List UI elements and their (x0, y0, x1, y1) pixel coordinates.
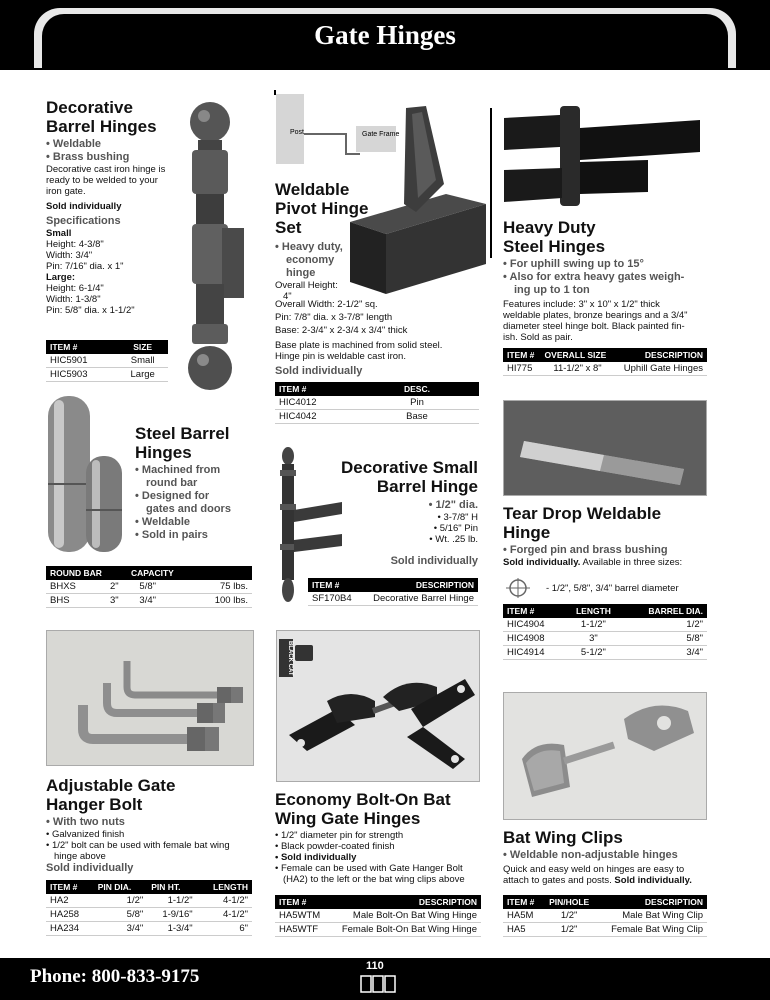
bat-wing-clips-table (503, 895, 707, 937)
feature-bullet: gates and doors (146, 503, 231, 515)
capacity-header: CAPACITY (131, 568, 174, 578)
table-cell: 3" (564, 632, 622, 646)
table-cell: Pin (355, 396, 479, 410)
spec-heading: Specifications (46, 215, 121, 227)
table-row (308, 592, 478, 606)
table-cell: 5/8" (622, 632, 707, 646)
table-cell: 5/8" (135, 580, 179, 594)
table-cell: 1/2" (94, 894, 148, 908)
description: Decorative cast iron hinge is ready to be welded to your iron gate. (46, 164, 166, 197)
section-title: Steel Hinges (503, 237, 606, 256)
table-header-cell: SIZE (117, 340, 168, 354)
spec-line: Height: 6-1/4" (46, 283, 104, 294)
barrel-hinge-table (46, 340, 168, 382)
spec-line: Width: 1-3/8" (46, 294, 101, 305)
section-title: Heavy Duty (503, 218, 596, 237)
table-header-cell: PIN/HOLE (542, 895, 596, 909)
description: ish. Sold as pair. (503, 332, 573, 343)
anvil-icon (295, 645, 313, 661)
table-cell: 75 lbs. (179, 580, 252, 594)
table-header-cell: ITEM # (503, 604, 564, 618)
table-cell: 11-1/2" x 8" (541, 362, 615, 376)
sizes-note: Available in three sizes: (580, 557, 683, 568)
feature-bullet: round bar (146, 477, 198, 489)
table-cell: HIC4904 (503, 618, 564, 632)
table-row (503, 362, 707, 376)
table-cell: 4-1/2" (197, 894, 252, 908)
bat-wing-clips-section (503, 828, 713, 886)
feature-line: • Female can be used with Gate Hanger Bolt (275, 863, 463, 874)
feature-bullet: economy (286, 254, 335, 266)
table-cell: HIC4914 (503, 646, 564, 660)
table-cell: Female Bolt-On Bat Wing Hinge (328, 923, 481, 937)
section-title: Wing Gate Hinges (275, 809, 421, 828)
table-row (275, 909, 481, 923)
table-header-cell: ITEM # (46, 880, 94, 894)
table-cell: 1-9/16" (147, 908, 196, 922)
table-row (46, 368, 168, 382)
table-cell: HA234 (46, 922, 94, 936)
barrel-diameter-note: - 1/2", 5/8", 3/4" barrel diameter (546, 583, 679, 594)
spec-line: Pin: 5/8" dia. x 1-1/2" (46, 305, 135, 316)
table-cell: 1-3/4" (147, 922, 196, 936)
spec-line: 4" (283, 291, 292, 302)
table-cell: 1/2" (622, 618, 707, 632)
table-header-cell: PIN HT. (147, 880, 196, 894)
tear-drop-hinge-image (503, 400, 707, 496)
description: diameter steel hinge bolt. Black painted fin- (503, 321, 685, 332)
spec-line: • Wt. .25 lb. (429, 534, 478, 545)
table-cell: HIC5901 (46, 354, 117, 368)
description: Hinge pin is weldable cast iron. (275, 351, 406, 362)
feature-bullet: • Weldable (135, 516, 190, 528)
column-divider (490, 108, 492, 258)
hanger-bolt-image (46, 630, 254, 766)
table-cell: Large (117, 368, 168, 382)
section-title: Bat Wing Clips (503, 828, 623, 847)
feature-bullet: • Weldable (46, 138, 101, 150)
table-header-cell: ITEM # (503, 895, 542, 909)
spec-line: Overall Height: (275, 280, 338, 291)
spec-label: Large: (46, 272, 76, 283)
section-title: Decorative (46, 98, 133, 117)
table-header-cell: ITEM # (503, 348, 541, 362)
heavy-duty-hinge-image (500, 100, 710, 220)
table-header-cell: ROUND BAR (46, 566, 252, 580)
description: Quick and easy weld on hinges are easy to (503, 864, 685, 875)
feature-line: hinge above (54, 851, 106, 862)
table-row (503, 646, 707, 660)
feature-line: • Sold individually (275, 852, 357, 863)
table-row (46, 594, 252, 608)
feature-line: • 1/2" diameter pin for strength (275, 830, 404, 841)
bat-wing-table (275, 895, 481, 937)
spec-label: Small (46, 228, 72, 239)
table-header-cell: OVERALL SIZE (541, 348, 615, 362)
table-row (275, 923, 481, 937)
section-title: Hanger Bolt (46, 795, 143, 814)
sold-note: Sold individually (390, 555, 478, 567)
gate-frame-label: Gate Frame (362, 131, 400, 138)
table-cell: 3/4" (622, 646, 707, 660)
table-cell: 5-1/2" (564, 646, 622, 660)
feature-bullet: • Brass bushing (46, 151, 130, 163)
hanger-bolt-section (46, 776, 256, 875)
post-label: Post (290, 129, 305, 136)
table-cell: 1/2" (542, 909, 596, 923)
section-title: Barrel Hinges (46, 117, 157, 136)
sold-note: Sold individually. (611, 875, 692, 886)
table-cell: HA258 (46, 908, 94, 922)
table-row (275, 410, 479, 424)
feature-bullet: • Weldable non-adjustable hinges (503, 849, 678, 861)
spec-line: Base: 2-3/4" x 2-3/4 x 3/4" thick (275, 325, 408, 336)
bat-wing-hinge-image (276, 630, 480, 782)
table-row (503, 618, 707, 632)
table-row (503, 632, 707, 646)
description: Features include: 3" x 10" x 1/2" thick (503, 299, 660, 310)
spec-line: Pin: 7/8" dia. x 3-7/8" length (275, 312, 393, 323)
table-cell: Female Bat Wing Clip (596, 923, 707, 937)
feature-line: (HA2) to the left or the bat wing clips above (283, 874, 465, 885)
table-header-cell: DESCRIPTION (614, 348, 707, 362)
table-cell: HI775 (503, 362, 541, 376)
description: attach to gates and posts. (503, 875, 612, 886)
table-cell: Uphill Gate Hinges (614, 362, 707, 376)
section-title: Tear Drop Weldable (503, 504, 662, 523)
section-title: Hinges (135, 443, 192, 462)
table-cell: Decorative Barrel Hinge (360, 592, 478, 606)
description: weldable plates, bronze bearings and a 3/4" (503, 310, 688, 321)
feature-bullet: • Designed for (135, 490, 210, 502)
table-cell: HIC4042 (275, 410, 355, 424)
table-cell: HIC5903 (46, 368, 117, 382)
section-title: Adjustable Gate (46, 776, 176, 795)
table-cell: SF170B4 (308, 592, 360, 606)
table-cell: 5/8" (94, 908, 148, 922)
table-header-cell: ITEM # (308, 578, 360, 592)
spec-line: Width: 3/4" (46, 250, 93, 261)
section-title: Steel Barrel (135, 424, 230, 443)
table-row (275, 396, 479, 410)
feature-bullet: • For uphill swing up to 15° (503, 258, 644, 270)
table-cell: Small (117, 354, 168, 368)
table-row (46, 580, 252, 594)
table-header-cell: ITEM # (46, 340, 117, 354)
steel-barrel-section (135, 424, 265, 542)
small-barrel-section (310, 458, 478, 568)
table-cell: 1-1/2" (147, 894, 196, 908)
table-header-cell: ITEM # (275, 382, 355, 396)
pivot-hinge-title (275, 180, 395, 302)
table-cell: HA5M (503, 909, 542, 923)
feature-line: • Black powder-coated finish (275, 841, 395, 852)
section-title: Pivot Hinge (275, 199, 369, 218)
table-header-cell: DESCRIPTION (596, 895, 707, 909)
table-header-cell: DESCRIPTION (328, 895, 481, 909)
table-header-cell: ITEM # (275, 895, 328, 909)
feature-line: • 1/2" bolt can be used with female bat wing (46, 840, 230, 851)
table-row (503, 923, 707, 937)
feature-bullet: • Forged pin and brass bushing (503, 544, 668, 556)
heavy-duty-table (503, 348, 707, 376)
feature-bullet: • Machined from (135, 464, 221, 476)
logo-icon (360, 975, 396, 993)
section-title: Hinge (503, 523, 551, 542)
small-barrel-table (308, 578, 478, 606)
barrel-diameter-icon (506, 578, 538, 598)
table-cell: 2" (106, 580, 135, 594)
black-cat-badge: BLACK CAT (279, 639, 293, 677)
section-title: Weldable (275, 180, 350, 199)
table-header-cell: LENGTH (564, 604, 622, 618)
feature-bullet: • Heavy duty, (275, 241, 343, 253)
table-cell: 4-1/2" (197, 908, 252, 922)
table-cell: HA2 (46, 894, 94, 908)
table-cell: HIC4012 (275, 396, 355, 410)
feature-bullet: hinge (286, 267, 316, 279)
header-tab (34, 8, 736, 68)
table-cell: Male Bolt-On Bat Wing Hinge (328, 909, 481, 923)
table-cell: 1/2" (542, 923, 596, 937)
table-cell: BHS (46, 594, 106, 608)
table-cell: 3/4" (94, 922, 148, 936)
spec-line: • 3-7/8" H (437, 512, 478, 523)
sold-note: Sold individually (275, 365, 363, 377)
table-header-cell: BARREL DIA. (622, 604, 707, 618)
sold-note: Sold individually (46, 862, 134, 874)
feature-line: • Galvanized finish (46, 829, 125, 840)
spec-line: • 5/16" Pin (433, 523, 478, 534)
feature-bullet: ing up to 1 ton (514, 284, 590, 296)
table-cell: HA5 (503, 923, 542, 937)
table-cell: BHXS (46, 580, 106, 594)
table-header-cell: LENGTH (197, 880, 252, 894)
heavy-duty-section (503, 218, 713, 343)
section-title: Barrel Hinge (376, 477, 478, 496)
feature-bullet: • With two nuts (46, 816, 125, 828)
table-cell: 6" (197, 922, 252, 936)
decorative-barrel-hinge-image (178, 98, 256, 398)
feature-bullet: • 1/2" dia. (428, 499, 478, 511)
description: Base plate is machined from solid steel. (275, 340, 443, 351)
tear-drop-table (503, 604, 707, 660)
spec-line: Overall Width: 2-1/2" sq. (275, 299, 378, 310)
page-title: Gate Hinges (314, 20, 456, 50)
tear-drop-section (503, 504, 713, 568)
table-header-cell: DESC. (355, 382, 479, 396)
table-cell: 3" (106, 594, 135, 608)
pivot-hinge-specs (275, 299, 485, 378)
spec-line: Height: 4-3/8" (46, 239, 104, 250)
bat-wing-clips-image (503, 692, 707, 820)
feature-bullet: • Sold in pairs (135, 529, 208, 541)
bat-wing-section (275, 790, 485, 885)
sold-note: Sold individually. (503, 557, 581, 568)
table-cell: HIC4908 (503, 632, 564, 646)
phone-number: Phone: 800-833-9175 (30, 966, 200, 987)
hanger-bolt-table (46, 880, 252, 936)
table-cell: 100 lbs. (179, 594, 252, 608)
table-row (46, 908, 252, 922)
table-row (46, 922, 252, 936)
table-cell: HA5WTM (275, 909, 328, 923)
table-cell: 1-1/2" (564, 618, 622, 632)
table-row (503, 909, 707, 923)
section-title: Decorative Small (340, 458, 478, 477)
decorative-barrel-section (46, 98, 186, 316)
feature-bullet: • Also for extra heavy gates weigh- (503, 271, 685, 283)
table-cell: 3/4" (135, 594, 179, 608)
table-cell: Base (355, 410, 479, 424)
section-title: Economy Bolt-On Bat (275, 790, 451, 809)
page-number: 110 (366, 960, 384, 972)
table-cell: HA5WTF (275, 923, 328, 937)
table-cell: Male Bat Wing Clip (596, 909, 707, 923)
steel-barrel-hinge-image (46, 392, 132, 562)
sold-note: Sold individually (46, 201, 122, 212)
pivot-hinge-table (275, 382, 479, 424)
table-row (46, 354, 168, 368)
spec-line: Pin: 7/16" dia. x 1" (46, 261, 124, 272)
table-header-cell: PIN DIA. (94, 880, 148, 894)
section-title: Set (275, 218, 302, 237)
table-header-cell: DESCRIPTION (360, 578, 478, 592)
table-row (46, 894, 252, 908)
